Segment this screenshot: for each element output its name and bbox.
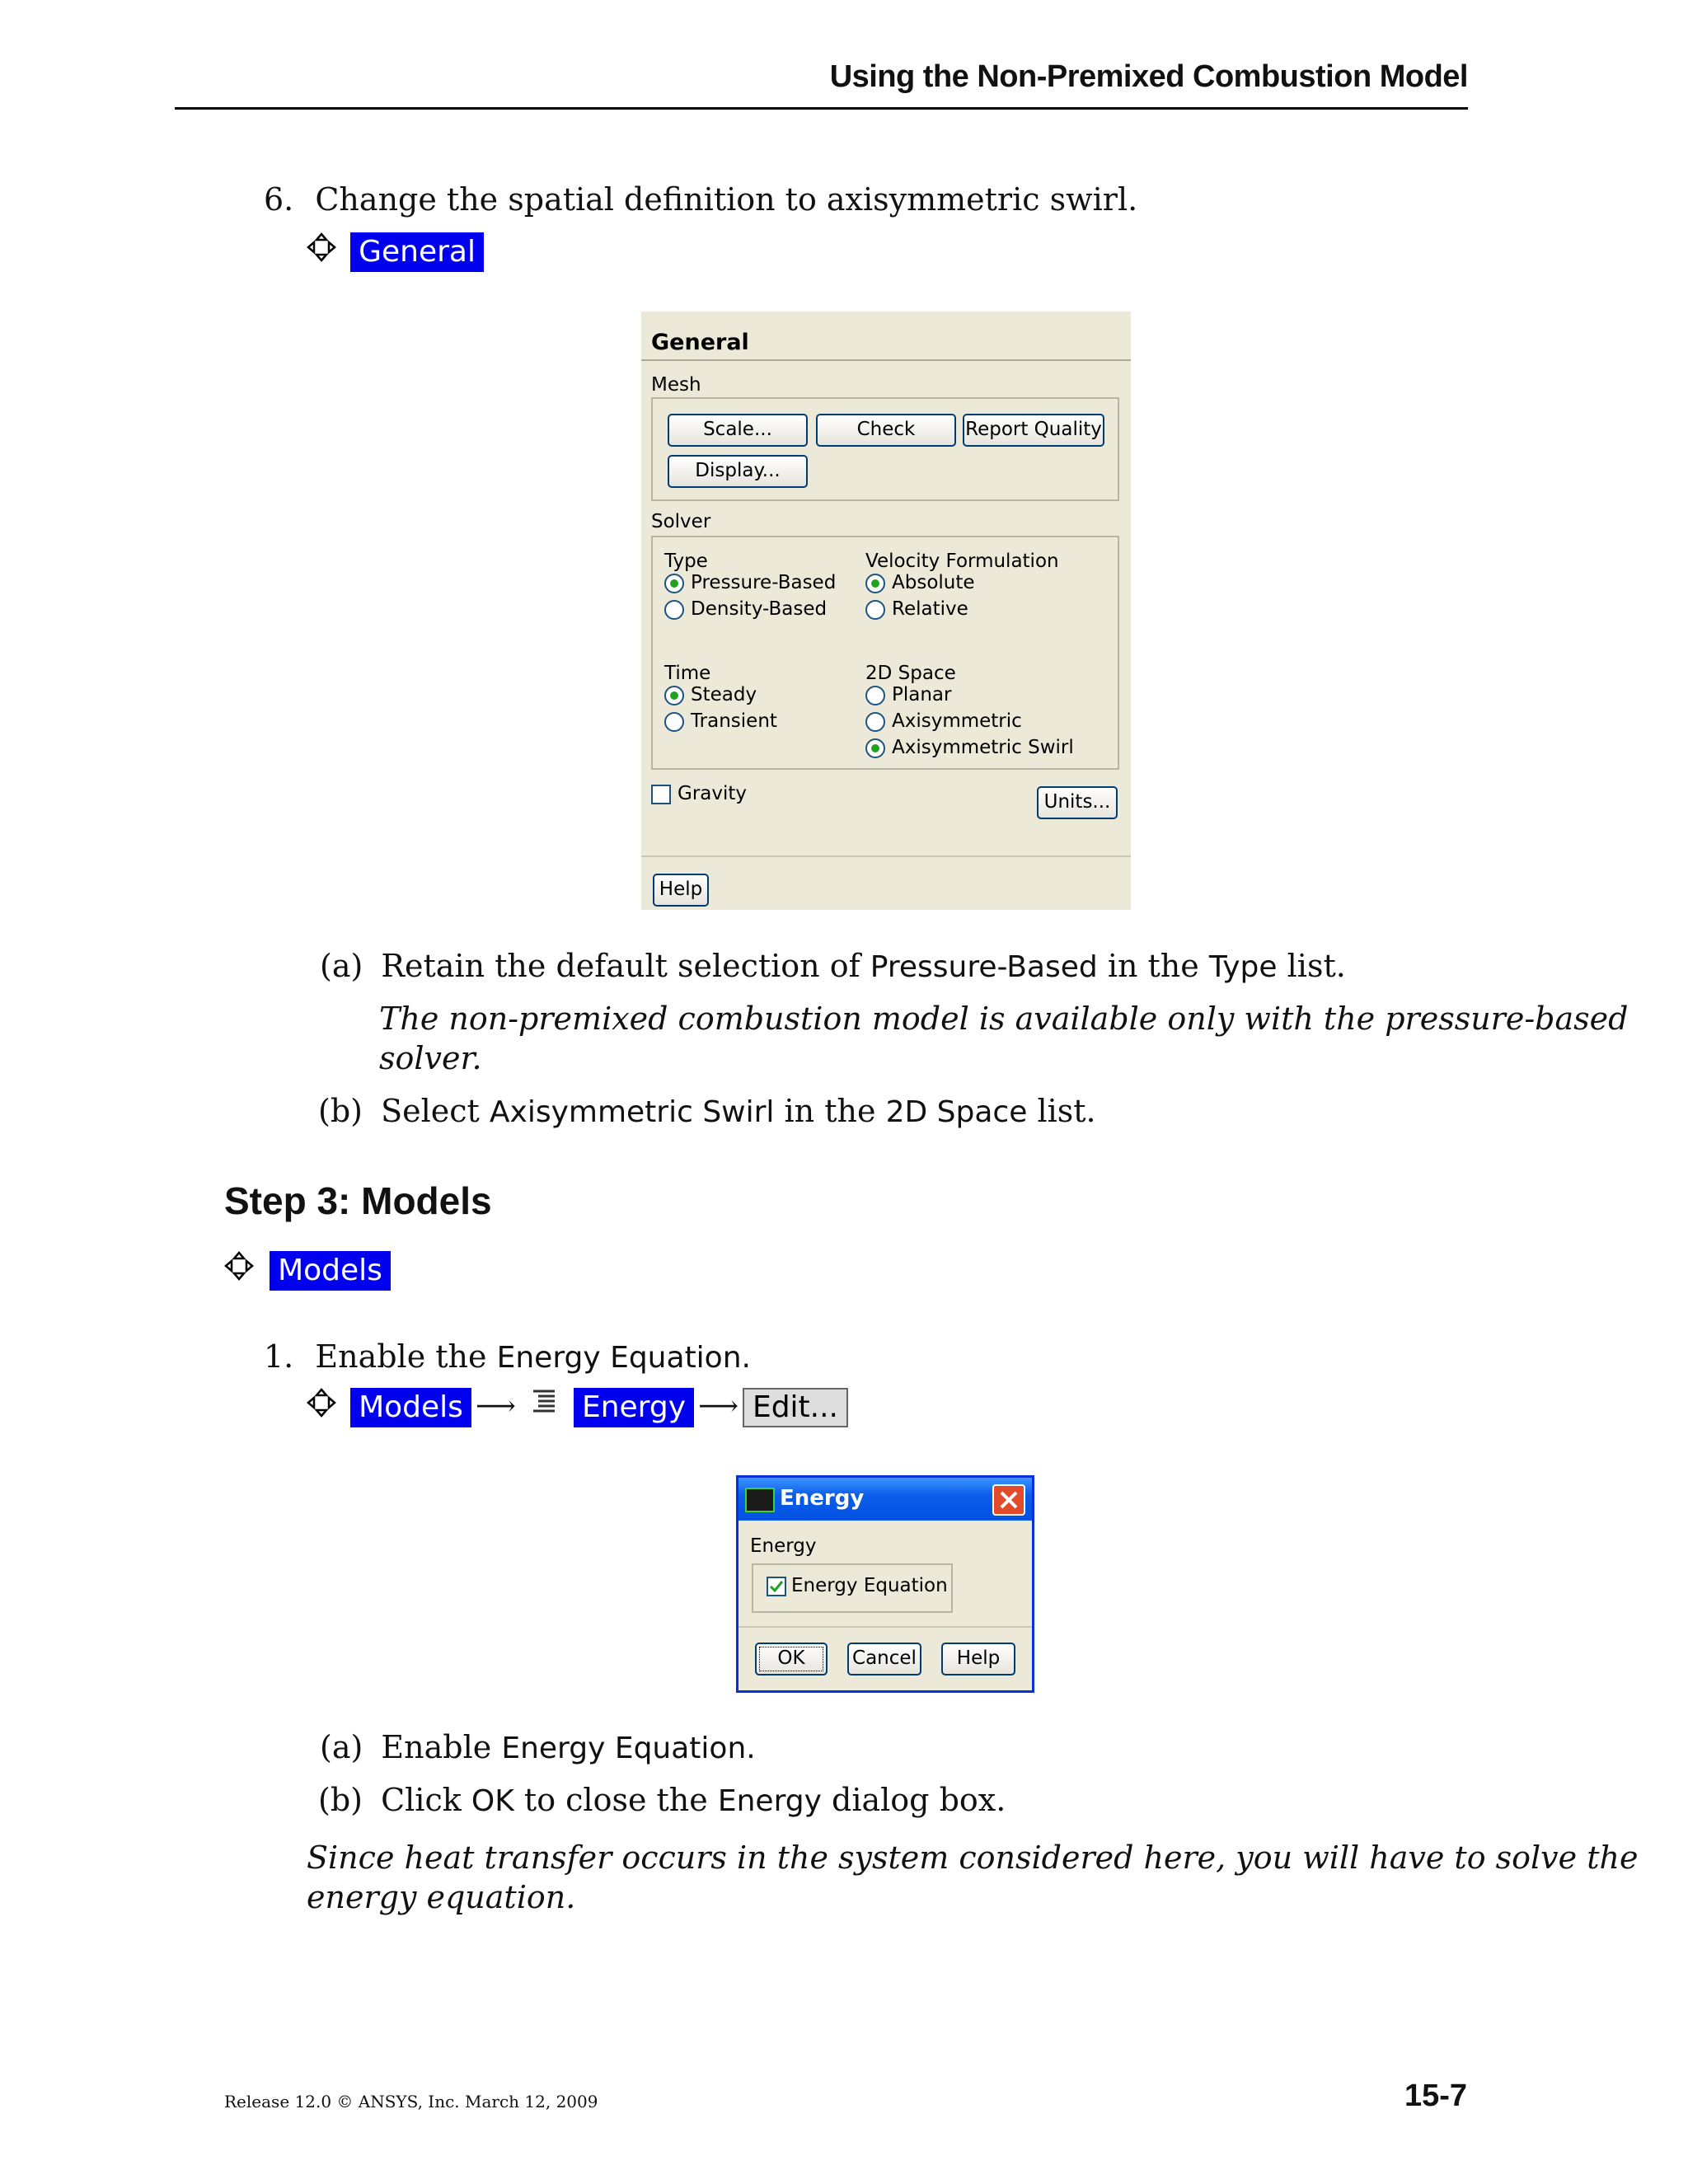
help-button[interactable]: Help bbox=[941, 1643, 1015, 1675]
substep-text: list. bbox=[1287, 948, 1346, 984]
gui-term: 2D Space bbox=[885, 1095, 1028, 1129]
edit-button[interactable]: Edit... bbox=[743, 1388, 848, 1427]
scale-button[interactable]: Scale... bbox=[668, 414, 808, 447]
check-icon bbox=[768, 1578, 785, 1595]
energy-equation-checkbox[interactable] bbox=[767, 1577, 786, 1596]
steady-radio[interactable] bbox=[664, 686, 684, 705]
note-line-1: The non-premixed combustion model is available only with the pressure-based bbox=[379, 1001, 1629, 1037]
substep-marker: (a) bbox=[320, 1729, 363, 1765]
axisymmetric-label: Axisymmetric bbox=[892, 710, 1022, 732]
gravity-label: Gravity bbox=[678, 783, 748, 804]
absolute-label: Absolute bbox=[892, 572, 975, 593]
report-quality-button[interactable]: Report Quality bbox=[963, 414, 1104, 447]
gui-term: Pressure-Based bbox=[870, 950, 1098, 984]
relative-label: Relative bbox=[892, 598, 968, 620]
absolute-radio[interactable] bbox=[865, 574, 885, 593]
nav-path-general bbox=[307, 232, 484, 272]
dialog-titlebar[interactable] bbox=[738, 1478, 1032, 1521]
section-heading: Step 3: Models bbox=[224, 1179, 492, 1222]
arrow: ⟶ bbox=[698, 1390, 738, 1422]
planar-radio[interactable] bbox=[865, 686, 885, 705]
step-1-text bbox=[264, 1337, 751, 1378]
substep-text: in the bbox=[784, 1093, 876, 1129]
steady-label: Steady bbox=[691, 684, 757, 705]
arrow: ⟶ bbox=[476, 1390, 516, 1422]
nav-path-energy bbox=[307, 1388, 848, 1427]
transient-label: Transient bbox=[691, 710, 777, 732]
navigation-pane-icon bbox=[307, 232, 336, 262]
close-icon bbox=[994, 1486, 1024, 1514]
ok-button[interactable]: OK bbox=[755, 1643, 828, 1675]
substep-b bbox=[318, 1780, 1006, 1821]
gui-term: Energy bbox=[717, 1784, 822, 1818]
fluent-app-icon bbox=[745, 1488, 775, 1512]
density-based-label: Density-Based bbox=[691, 598, 828, 620]
step-text: Enable the bbox=[315, 1338, 487, 1375]
page-number: 15-7 bbox=[1404, 2079, 1467, 2113]
energy-dialog bbox=[736, 1475, 1034, 1693]
relative-radio[interactable] bbox=[865, 600, 885, 620]
running-header: Using the Non-Premixed Combustion Model bbox=[829, 59, 1468, 94]
cancel-button[interactable]: Cancel bbox=[847, 1643, 921, 1675]
velocity-formulation-label: Velocity Formulation bbox=[865, 551, 1059, 572]
2d-space-label: 2D Space bbox=[865, 663, 956, 684]
pressure-based-label: Pressure-Based bbox=[691, 572, 837, 593]
substep-a bbox=[320, 1727, 756, 1769]
substep-b bbox=[318, 1091, 1096, 1132]
display-button[interactable]: Display... bbox=[668, 455, 808, 488]
note-line-2: energy equation. bbox=[307, 1879, 576, 1915]
substep-text: to close the bbox=[523, 1782, 708, 1818]
transient-radio[interactable] bbox=[664, 712, 684, 732]
axisymmetric-radio[interactable] bbox=[865, 712, 885, 732]
models-nav-link[interactable]: Models bbox=[350, 1388, 471, 1427]
density-based-radio[interactable] bbox=[664, 600, 684, 620]
substep-text: list. bbox=[1037, 1093, 1096, 1129]
gui-term: Energy Equation. bbox=[496, 1341, 751, 1375]
panel-title: General bbox=[651, 330, 749, 355]
step-number: 6. bbox=[264, 181, 294, 218]
substep-text: Retain the default selection of bbox=[381, 948, 860, 984]
release-footer: Release 12.0 © ANSYS, Inc. March 12, 2009 bbox=[224, 2092, 598, 2111]
substep-marker: (a) bbox=[320, 948, 363, 984]
gui-term: Type bbox=[1208, 950, 1278, 984]
gui-term: OK bbox=[471, 1784, 514, 1818]
check-button[interactable]: Check bbox=[816, 414, 956, 447]
mesh-label: Mesh bbox=[651, 374, 701, 396]
step-text: Change the spatial definition to axisymmetric swirl. bbox=[315, 181, 1138, 218]
substep-a bbox=[320, 946, 1346, 987]
note-line-1: Since heat transfer occurs in the system considered here, you will have to solve the bbox=[307, 1840, 1639, 1876]
planar-label: Planar bbox=[892, 684, 952, 705]
navigation-pane-icon bbox=[307, 1388, 336, 1418]
list-item-icon bbox=[530, 1388, 560, 1418]
substep-text: in the bbox=[1107, 948, 1199, 984]
substep-text: Enable bbox=[381, 1729, 492, 1765]
help-button[interactable]: Help bbox=[653, 874, 709, 907]
substep-text: dialog box. bbox=[832, 1782, 1006, 1818]
energy-list-item[interactable]: Energy bbox=[574, 1388, 694, 1427]
header-rule bbox=[175, 107, 1468, 110]
step-number: 1. bbox=[264, 1338, 294, 1375]
general-task-page bbox=[641, 312, 1131, 910]
time-label: Time bbox=[664, 663, 711, 684]
step-6-text bbox=[264, 180, 1137, 219]
axisymmetric-swirl-label: Axisymmetric Swirl bbox=[892, 737, 1074, 758]
energy-equation-label: Energy Equation bbox=[791, 1575, 948, 1596]
pressure-based-radio[interactable] bbox=[664, 574, 684, 593]
solver-label: Solver bbox=[651, 511, 711, 532]
nav-path-models bbox=[224, 1251, 391, 1291]
navigation-pane-icon bbox=[224, 1251, 254, 1281]
gui-term: Axisymmetric Swirl bbox=[489, 1095, 775, 1129]
substep-text: Select bbox=[381, 1093, 480, 1129]
axisymmetric-swirl-radio[interactable] bbox=[865, 738, 885, 758]
gui-term: Energy Equation. bbox=[501, 1732, 756, 1765]
substep-marker: (b) bbox=[318, 1782, 363, 1818]
title-rule bbox=[641, 359, 1131, 361]
substep-marker: (b) bbox=[318, 1093, 363, 1129]
general-nav-link[interactable]: General bbox=[350, 232, 484, 272]
note-line-2: solver. bbox=[379, 1040, 482, 1076]
close-button[interactable] bbox=[992, 1484, 1025, 1516]
dialog-title: Energy bbox=[780, 1486, 865, 1511]
footer-separator bbox=[641, 855, 1131, 857]
dialog-separator bbox=[738, 1626, 1032, 1628]
models-nav-link[interactable]: Models bbox=[270, 1251, 391, 1291]
substep-text: Click bbox=[381, 1782, 462, 1818]
units-button[interactable]: Units... bbox=[1037, 786, 1118, 819]
type-label: Type bbox=[664, 551, 708, 572]
gravity-checkbox[interactable] bbox=[651, 785, 671, 804]
energy-group-label: Energy bbox=[750, 1535, 817, 1557]
